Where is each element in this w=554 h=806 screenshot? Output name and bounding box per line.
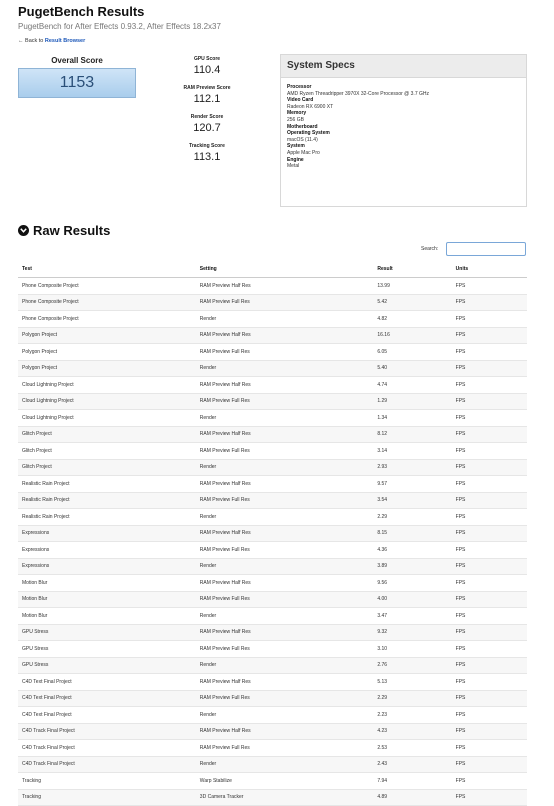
cell-result: 5.42	[373, 294, 451, 311]
cell-test: C4D Text Final Project	[18, 690, 196, 707]
cell-units: FPS	[452, 575, 527, 592]
cell-test: Motion Blur	[18, 608, 196, 625]
cell-test: Realistic Rain Project	[18, 509, 196, 526]
spec-value: macOS (11.4)	[287, 136, 318, 143]
table-row	[18, 377, 527, 394]
cell-result: 9.32	[373, 624, 451, 641]
cell-result: 8.15	[373, 525, 451, 542]
cell-setting: RAM Preview Full Res	[196, 641, 374, 658]
gpu-score-label: GPU Score	[193, 56, 221, 62]
table-row	[18, 740, 527, 757]
table-row	[18, 723, 527, 740]
cell-setting: RAM Preview Half Res	[196, 525, 374, 542]
table-row	[18, 756, 527, 773]
cell-setting: 3D Camera Tracker	[196, 789, 374, 806]
table-row	[18, 657, 527, 674]
cell-setting: Render	[196, 459, 374, 476]
cell-test: C4D Text Final Project	[18, 674, 196, 691]
tracking-score	[160, 143, 254, 163]
overall-score-label: Overall Score	[51, 56, 103, 65]
cell-test: Realistic Rain Project	[18, 476, 196, 493]
cell-test: Cloud Lightning Project	[18, 393, 196, 410]
table-row	[18, 393, 527, 410]
cell-setting: RAM Preview Full Res	[196, 492, 374, 509]
column-header-result[interactable]: Result	[373, 260, 451, 278]
cell-result: 4.82	[373, 311, 451, 328]
cell-units: FPS	[452, 344, 527, 361]
table-row	[18, 542, 527, 559]
column-header-units[interactable]: Units	[452, 260, 527, 278]
cell-setting: Warp Stabilize	[196, 773, 374, 790]
table-row	[18, 311, 527, 328]
cell-units: FPS	[452, 459, 527, 476]
cell-units: FPS	[452, 789, 527, 806]
cell-test: Motion Blur	[18, 591, 196, 608]
table-row	[18, 789, 527, 806]
cell-result: 9.56	[373, 575, 451, 592]
cell-units: FPS	[452, 311, 527, 328]
cell-result: 2.29	[373, 509, 451, 526]
raw-results-table	[18, 260, 527, 806]
cell-setting: RAM Preview Half Res	[196, 426, 374, 443]
raw-results-toggle[interactable]	[18, 223, 110, 238]
cell-units: FPS	[452, 624, 527, 641]
table-row	[18, 360, 527, 377]
cell-units: FPS	[452, 360, 527, 377]
table-row	[18, 426, 527, 443]
ram-preview-score-value: 112.1	[193, 93, 221, 105]
cell-result: 5.40	[373, 360, 451, 377]
raw-results-title: Raw Results	[33, 223, 111, 238]
spec-value: Metal	[287, 163, 300, 170]
cell-result: 2.29	[373, 690, 451, 707]
cell-setting: Render	[196, 311, 374, 328]
cell-result: 3.10	[373, 641, 451, 658]
chevron-down-icon	[18, 225, 29, 236]
cell-result: 3.14	[373, 443, 451, 460]
cell-units: FPS	[452, 476, 527, 493]
table-row	[18, 641, 527, 658]
gpu-score	[160, 56, 254, 76]
table-row	[18, 509, 527, 526]
column-header-test[interactable]: Test	[18, 260, 196, 278]
render-score-label: Render Score	[190, 114, 224, 120]
cell-result: 4.23	[373, 723, 451, 740]
table-header-row	[18, 260, 527, 278]
cell-setting: Render	[196, 558, 374, 575]
cell-units: FPS	[452, 377, 527, 394]
table-row	[18, 608, 527, 625]
cell-units: FPS	[452, 690, 527, 707]
cell-result: 2.76	[373, 657, 451, 674]
cell-result: 4.36	[373, 542, 451, 559]
tracking-score-value: 113.1	[193, 151, 221, 163]
cell-result: 6.05	[373, 344, 451, 361]
cell-setting: RAM Preview Half Res	[196, 377, 374, 394]
cell-test: Tracking	[18, 773, 196, 790]
cell-setting: RAM Preview Full Res	[196, 443, 374, 460]
cell-test: Polygon Project	[18, 327, 196, 344]
cell-result: 2.93	[373, 459, 451, 476]
spec-value: 256 GB	[287, 116, 304, 123]
spec-key: Processor	[287, 84, 312, 90]
cell-units: FPS	[452, 740, 527, 757]
table-row	[18, 525, 527, 542]
table-row	[18, 558, 527, 575]
spec-value: AMD Ryzen Threadripper 3970X 32-Core Processor @ 3.7 GHz	[287, 90, 429, 97]
cell-units: FPS	[452, 327, 527, 344]
cell-units: FPS	[452, 278, 527, 295]
cell-test: Glitch Project	[18, 426, 196, 443]
table-row	[18, 344, 527, 361]
cell-result: 4.89	[373, 789, 451, 806]
spec-key: Video Card	[287, 97, 314, 104]
spec-value: Apple Mac Pro	[287, 149, 320, 156]
cell-result: 5.13	[373, 674, 451, 691]
system-specs-panel	[280, 54, 527, 207]
cell-setting: RAM Preview Half Res	[196, 278, 374, 295]
cell-units: FPS	[452, 558, 527, 575]
cell-result: 8.12	[373, 426, 451, 443]
cell-result: 9.57	[373, 476, 451, 493]
table-row	[18, 327, 527, 344]
cell-setting: RAM Preview Full Res	[196, 591, 374, 608]
spec-key: Memory	[287, 110, 307, 117]
cell-units: FPS	[452, 707, 527, 724]
cell-units: FPS	[452, 591, 527, 608]
spec-key: Operating System	[287, 130, 330, 137]
cell-result: 16.16	[373, 327, 451, 344]
spec-key: System	[287, 143, 305, 150]
cell-result: 3.47	[373, 608, 451, 625]
cell-test: Realistic Rain Project	[18, 492, 196, 509]
cell-units: FPS	[452, 657, 527, 674]
table-row	[18, 575, 527, 592]
cell-result: 2.23	[373, 707, 451, 724]
cell-setting: Render	[196, 509, 374, 526]
table-row	[18, 773, 527, 790]
spec-value: Radeon RX 6900 XT	[287, 103, 334, 110]
cell-setting: RAM Preview Half Res	[196, 575, 374, 592]
cell-units: FPS	[452, 674, 527, 691]
cell-setting: Render	[196, 657, 374, 674]
cell-units: FPS	[452, 641, 527, 658]
cell-units: FPS	[452, 294, 527, 311]
table-row	[18, 443, 527, 460]
cell-test: C4D Text Final Project	[18, 707, 196, 724]
cell-setting: Render	[196, 360, 374, 377]
cell-setting: Render	[196, 756, 374, 773]
system-specs-body	[281, 78, 526, 170]
cell-test: Glitch Project	[18, 443, 196, 460]
cell-setting: RAM Preview Full Res	[196, 690, 374, 707]
cell-setting: RAM Preview Full Res	[196, 393, 374, 410]
table-row	[18, 690, 527, 707]
cell-test: Expressions	[18, 558, 196, 575]
cell-units: FPS	[452, 492, 527, 509]
cell-test: Tracking	[18, 789, 196, 806]
page-subtitle: PugetBench for After Effects 0.93.2, After Effects 18.2x37	[18, 22, 221, 31]
table-row	[18, 624, 527, 641]
render-score-value: 120.7	[193, 122, 221, 134]
cell-setting: RAM Preview Full Res	[196, 344, 374, 361]
cell-setting: RAM Preview Half Res	[196, 674, 374, 691]
cell-units: FPS	[452, 393, 527, 410]
cell-setting: RAM Preview Full Res	[196, 542, 374, 559]
cell-test: Phone Composite Project	[18, 278, 196, 295]
cell-result: 3.54	[373, 492, 451, 509]
cell-setting: RAM Preview Half Res	[196, 624, 374, 641]
cell-units: FPS	[452, 426, 527, 443]
table-row	[18, 459, 527, 476]
result-browser-link[interactable]: Result Browser	[44, 38, 86, 44]
cell-units: FPS	[452, 723, 527, 740]
cell-setting: RAM Preview Half Res	[196, 476, 374, 493]
ram-preview-score	[160, 85, 254, 105]
back-link-row	[18, 38, 85, 44]
cell-test: C4D Track Final Project	[18, 740, 196, 757]
cell-test: Cloud Lightning Project	[18, 410, 196, 427]
cell-result: 1.34	[373, 410, 451, 427]
cell-test: Expressions	[18, 525, 196, 542]
render-score	[160, 114, 254, 134]
cell-test: Polygon Project	[18, 344, 196, 361]
cell-result: 13.99	[373, 278, 451, 295]
cell-test: Motion Blur	[18, 575, 196, 592]
cell-test: GPU Stress	[18, 657, 196, 674]
table-row	[18, 591, 527, 608]
search-label: Search:	[421, 246, 439, 252]
cell-units: FPS	[452, 542, 527, 559]
cell-units: FPS	[452, 525, 527, 542]
cell-test: GPU Stress	[18, 641, 196, 658]
table-row	[18, 294, 527, 311]
table-row	[18, 492, 527, 509]
spec-key: Motherboard	[287, 123, 318, 130]
cell-test: Phone Composite Project	[18, 294, 196, 311]
table-row	[18, 278, 527, 295]
cell-setting: RAM Preview Full Res	[196, 740, 374, 757]
cell-result: 7.94	[373, 773, 451, 790]
cell-setting: Render	[196, 707, 374, 724]
overall-score-value: 1153	[18, 68, 136, 98]
cell-result: 4.00	[373, 591, 451, 608]
table-row	[18, 674, 527, 691]
cell-setting: RAM Preview Half Res	[196, 723, 374, 740]
cell-test: Cloud Lightning Project	[18, 377, 196, 394]
cell-setting: RAM Preview Full Res	[196, 294, 374, 311]
cell-units: FPS	[452, 410, 527, 427]
gpu-score-value: 110.4	[193, 64, 221, 76]
spec-key: Engine	[287, 156, 304, 163]
cell-test: GPU Stress	[18, 624, 196, 641]
tracking-score-label: Tracking Score	[189, 143, 225, 149]
cell-result: 2.53	[373, 740, 451, 757]
cell-result: 4.74	[373, 377, 451, 394]
table-row	[18, 476, 527, 493]
cell-test: Glitch Project	[18, 459, 196, 476]
cell-test: Polygon Project	[18, 360, 196, 377]
ram-preview-score-label: RAM Preview Score	[183, 85, 231, 91]
cell-test: Expressions	[18, 542, 196, 559]
table-row	[18, 410, 527, 427]
cell-units: FPS	[452, 443, 527, 460]
cell-setting: Render	[196, 410, 374, 427]
search-input[interactable]	[446, 242, 526, 256]
page-title: PugetBench Results	[18, 4, 145, 19]
cell-test: Phone Composite Project	[18, 311, 196, 328]
back-prefix: ← Back to	[18, 38, 45, 44]
system-specs-title: System Specs	[281, 55, 526, 78]
cell-units: FPS	[452, 773, 527, 790]
table-row	[18, 707, 527, 724]
cell-units: FPS	[452, 608, 527, 625]
cell-units: FPS	[452, 509, 527, 526]
cell-result: 2.43	[373, 756, 451, 773]
cell-test: C4D Track Final Project	[18, 723, 196, 740]
cell-setting: Render	[196, 608, 374, 625]
cell-units: FPS	[452, 756, 527, 773]
cell-result: 3.89	[373, 558, 451, 575]
cell-test: C4D Track Final Project	[18, 756, 196, 773]
cell-result: 1.29	[373, 393, 451, 410]
column-header-setting[interactable]: Setting	[196, 260, 374, 278]
cell-setting: RAM Preview Half Res	[196, 327, 374, 344]
